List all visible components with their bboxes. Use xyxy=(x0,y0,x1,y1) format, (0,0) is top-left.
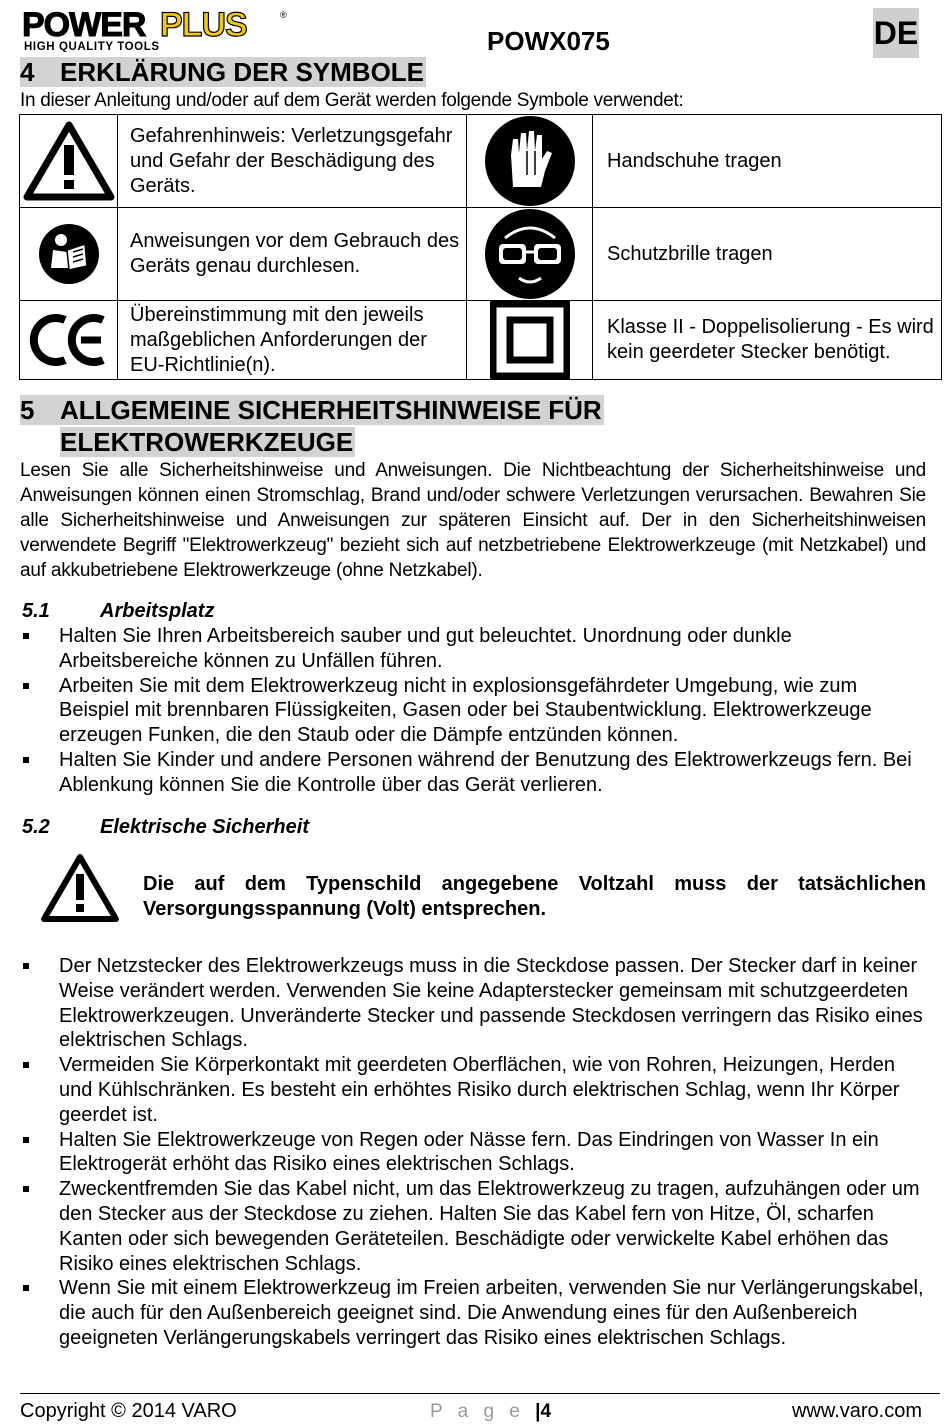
section-number: 5 xyxy=(20,395,35,425)
footer-divider xyxy=(20,1393,940,1394)
warning-triangle-icon xyxy=(23,121,115,201)
class2-description: Klasse II - Doppelisolierung - Es wird kein geerdeter Stecker benötigt. xyxy=(593,301,942,380)
list-item: Der Netzstecker des Elektrowerkzeugs muss in die Steckdose passen. Der Stecker darf in keiner Weise verändert werden. Verwenden Sie keine Adapterstecker gemeinsam mit schutzgeerdeten Elektrowerkzeugen. Unveränderte Stecker und passende Steckdosen verringern das Risiko eines elektrischen Schlags. xyxy=(20,954,926,1053)
powerplus-logo xyxy=(22,6,292,52)
subsection-title: Elektrische Sicherheit xyxy=(100,816,309,838)
bullet-icon xyxy=(23,757,29,763)
section-4-heading xyxy=(20,56,426,88)
electrical-safety-list xyxy=(20,954,926,1351)
website: www.varo.com xyxy=(791,1400,922,1422)
list-item: Wenn Sie mit einem Elektrowerkzeug im Freien arbeiten, verwenden Sie nur Verlängerungskabel, die auch für den Außenbereich geeignet sind. Die Anwendung eines für den Außenbereich geeigneten Verlängerungskabels verringert das Risiko eines elektrischen Schlags. xyxy=(20,1276,926,1350)
subsection-5-1-heading xyxy=(22,600,214,623)
read-manual-icon xyxy=(37,222,101,286)
class-ii-icon xyxy=(490,301,570,379)
workplace-list xyxy=(20,624,926,798)
model-number: POWX075 xyxy=(487,26,610,56)
ce-mark-icon xyxy=(29,310,109,370)
svg-text:®: ® xyxy=(280,10,287,20)
section-title-line1: ALLGEMEINE SICHERHEITSHINWEISE FÜR xyxy=(60,395,602,425)
svg-text:HIGH QUALITY TOOLS: HIGH QUALITY TOOLS xyxy=(24,41,160,52)
section-title: ERKLÄRUNG DER SYMBOLE xyxy=(60,57,425,87)
svg-text:PLUS: PLUS xyxy=(160,6,247,44)
bullet-icon xyxy=(23,1186,29,1192)
page-number: 4 xyxy=(540,1401,552,1422)
warning-triangle-icon xyxy=(40,852,120,924)
voltage-warning: Die auf dem Typenschild angegebene Voltzahl muss der tatsächlichen Versorgungsspannung (Volt) entsprechen. xyxy=(143,873,926,920)
svg-text:POWER: POWER xyxy=(22,6,146,44)
ce-description: Übereinstimmung mit den jeweils maßgeblichen Anforderungen der EU-Richtlinie(n). xyxy=(118,301,467,380)
copyright: Copyright © 2014 VARO xyxy=(20,1400,237,1422)
section-number: 4 xyxy=(20,57,35,87)
section-4-intro: In dieser Anleitung und/oder auf dem Gerät werden folgende Symbole verwendet: xyxy=(20,90,684,111)
list-item: Halten Sie Kinder und andere Personen während der Benutzung des Elektrowerkzeugs fern. Bei Ablenkung können Sie die Kontrolle über das Gerät verlieren. xyxy=(20,748,926,798)
bullet-icon xyxy=(23,1285,29,1291)
gloves-description: Handschuhe tragen xyxy=(593,115,942,208)
section-5-intro: Lesen Sie alle Sicherheitshinweise und Anweisungen. Die Nichtbeachtung der Sicherheitshinweise und Anweisungen können einen Stromschlag, Brand und/oder schwere Verletzungen verursachen. Bewahren Sie alle Sicherheitshinweise und Anweisungen zur späteren Einsicht auf. Der in den Sicherheitshinweisen verwendete Begriff "Elektrowerkzeug" bezieht sich auf netzbetriebene Elektrowerkzeuge (mit Netzkabel) und auf akkubetriebene Elektrowerkzeuge (ohne Netzkabel). xyxy=(20,460,926,581)
page-label: P a g e xyxy=(430,1401,525,1422)
list-item: Halten Sie Ihren Arbeitsbereich sauber und gut beleuchtet. Unordnung oder dunkle Arbeitsbereiche können zu Unfällen führen. xyxy=(20,624,926,674)
list-item: Halten Sie Elektrowerkzeuge von Regen oder Nässe fern. Das Eindringen von Wasser In ein Elektrogerät erhöht das Risiko eines elektrischen Schlags. xyxy=(20,1128,926,1178)
list-item: Vermeiden Sie Körperkontakt mit geerdeten Oberflächen, wie von Rohren, Heizungen, Herden und Kühlschränken. Es besteht ein erhöhtes Risiko durch elektrischen Schlag, wenn Ihr Körper geerdet ist. xyxy=(20,1053,926,1127)
gloves-icon xyxy=(483,115,577,207)
page-separator: | xyxy=(535,1401,541,1422)
bullet-icon xyxy=(23,1062,29,1068)
danger-description: Gefahrenhinweis: Verletzungsgefahr und Gefahr der Beschädigung des Geräts. xyxy=(118,115,467,208)
subsection-number: 5.1 xyxy=(22,600,50,622)
page-indicator xyxy=(430,1401,551,1423)
symbol-cell xyxy=(20,115,118,208)
list-item: Arbeiten Sie mit dem Elektrowerkzeug nicht in explosionsgefährdeter Umgebung, wie zum Beispiel mit brennbaren Flüssigkeiten, Gasen oder bei Staubentwicklung. Elektrowerkzeuge erzeugen Funken, die den Staub oder die Dämpfe entzünden können. xyxy=(20,674,926,748)
goggles-icon xyxy=(483,208,577,300)
subsection-number: 5.2 xyxy=(22,816,50,838)
bullet-icon xyxy=(23,633,29,639)
list-item: Zweckentfremden Sie das Kabel nicht, um das Elektrowerkzeug zu tragen, aufzuhängen oder um den Stecker aus der Steckdose zu ziehen. Halten Sie das Kabel fern von Hitze, Öl, scharfen Kanten oder sich bewegenden Geräteteilen. Beschädigte oder verwickelte Kabel erhöhen das Risiko eines elektrischen Schlags. xyxy=(20,1177,926,1276)
bullet-icon xyxy=(23,1137,29,1143)
section-5-heading xyxy=(20,394,604,458)
manual-description: Anweisungen vor dem Gebrauch des Geräts genau durchlesen. xyxy=(118,208,467,301)
bullet-icon xyxy=(23,683,29,689)
symbols-table xyxy=(19,114,942,380)
section-title-line2: ELEKTROWERKZEUGE xyxy=(60,427,354,457)
bullet-icon xyxy=(23,963,29,969)
subsection-title: Arbeitsplatz xyxy=(100,600,215,622)
subsection-5-2-heading xyxy=(22,816,309,839)
goggles-description: Schutzbrille tragen xyxy=(593,208,942,301)
language-badge: DE xyxy=(873,8,919,58)
